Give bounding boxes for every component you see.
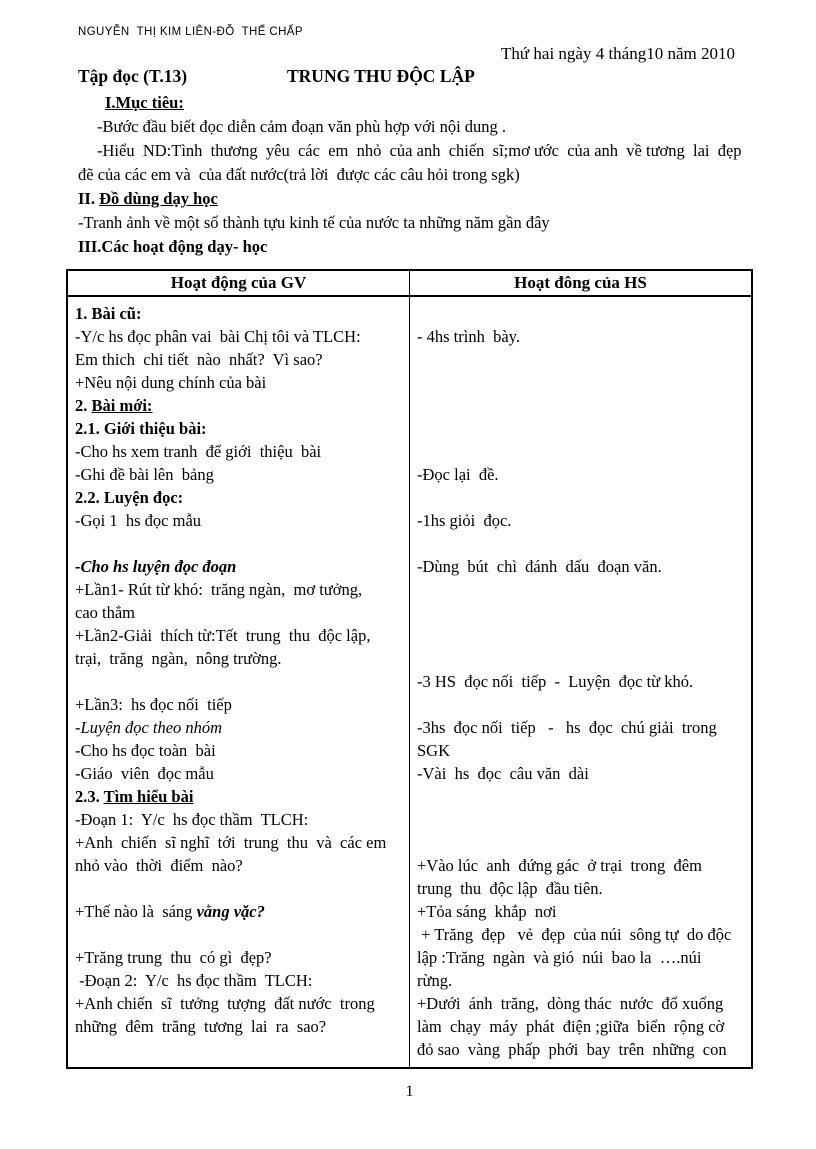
activity-table [66,269,753,1069]
text-line [417,578,745,601]
text-segment: +Lần2-Giải thích từ:Tết trung thu độc lập, [75,626,371,645]
text-segment: Đồ dùng dạy học [99,189,218,208]
text-segment: +Lần1- Rút từ khó: trăng ngàn, mơ tưởng, [75,580,363,599]
text-segment: +Anh chiến sĩ nghĩ tới trung thu và các em [75,833,387,852]
text-segment: trung thu độc lập đầu tiên. [417,879,603,898]
text-segment: -Cho hs luyện đọc đoạn [75,557,237,576]
text-line [75,509,403,532]
text-line [417,302,745,325]
text-line [417,601,745,624]
text-segment: +Trăng trung thu có gì đẹp? [75,948,272,967]
text-line [75,808,403,831]
text-line [417,693,745,716]
lesson-label: Tập đọc (T.13) [78,66,188,86]
text-segment: Tìm hiểu bài [103,787,194,806]
text-line [75,1015,403,1038]
text-segment: +Thế nào là sáng [75,902,197,921]
text-line [417,808,745,831]
text-line [75,762,403,785]
text-segment: 1. Bài cũ: [75,304,142,323]
text-segment: -Tranh ảnh về một số thành tựu kinh tế của nước ta những năm gần đây [78,213,550,232]
text-line [417,325,745,348]
text-line [75,969,403,992]
text-line [75,463,403,486]
text-line [417,394,745,417]
intro-section [66,91,753,259]
document-page [0,26,816,1101]
text-line [417,371,745,394]
text-line [417,716,745,739]
text-line [75,693,403,716]
text-segment: +Dưới ánh trăng, dòng thác nước đổ xuống [417,994,724,1013]
text-segment: -Gọi 1 hs đọc mẫu [75,511,202,530]
text-segment: +Tỏa sáng khắp nơi [417,902,557,921]
text-segment: -3hs đọc nối tiếp - hs đọc chú giải trong [417,718,717,737]
text-line [417,440,745,463]
text-line [75,394,403,417]
text-line [417,509,745,532]
text-segment: làm chạy máy phát điện ;giữa biển rộng cờ [417,1017,725,1036]
text-line [417,532,745,555]
text-line [75,900,403,923]
text-line [417,555,745,578]
text-line [417,992,745,1015]
text-line [417,739,745,762]
text-line [75,348,403,371]
page-title: TRUNG THU ĐỘC LẬP [287,66,475,86]
text-segment: SGK [417,741,451,760]
text-segment: -Cho hs đọc toàn bài [75,741,216,760]
text-segment: -Dùng bút chì đánh dấu đoạn văn. [417,557,662,576]
text-line [97,115,753,139]
text-segment: + Trăng đẹp vẻ đẹp của núi sông tự do độc [417,925,732,944]
text-segment: -Hiểu ND:Tình thương yêu các em nhỏ của anh chiến sĩ;mơ ước của anh về tương lai đẹp [97,141,742,160]
text-segment: -Giáo viên đọc mẫu [75,764,214,783]
text-segment: những đêm trăng tương lai ra sao? [75,1017,327,1036]
text-line [417,762,745,785]
text-line [417,969,745,992]
text-segment: -Y/c hs đọc phân vai bài Chị tôi và TLCH: [75,327,361,346]
text-line [417,785,745,808]
text-line [75,486,403,509]
text-segment: Bài mới: [91,396,153,415]
text-line [75,785,403,808]
text-segment: - 4hs trình bày. [417,327,520,346]
text-line [417,877,745,900]
text-segment: 2. [75,396,92,415]
text-line [417,946,745,969]
text-segment: -3 HS đọc nối tiếp - Luyện đọc từ khó. [417,672,694,691]
hs-column [410,296,753,1068]
text-line [78,163,753,187]
text-segment: -Ghi đề bài lên bảng [75,465,214,484]
text-line [75,624,403,647]
text-line [417,1015,745,1038]
text-line [75,578,403,601]
text-line [75,647,403,670]
text-line [78,211,753,235]
text-segment: 2.1. Giới thiệu bài: [75,419,207,438]
text-segment: -Bước đầu biết đọc diễn cảm đoạn văn phù hợp với nội dung . [97,117,507,136]
text-segment: nhỏ vào thời điểm nào? [75,856,243,875]
text-line [75,555,403,578]
table-body-row [67,296,752,1068]
text-line [417,417,745,440]
text-segment: +Vào lúc anh đứng gác ở trại trong đêm [417,856,702,875]
text-line [75,992,403,1015]
text-segment: lập :Trăng ngàn và gió núi bao la ….núi [417,948,702,967]
text-segment: trại, trăng ngàn, nông trường. [75,649,282,668]
text-segment: -Đoạn 2: Y/c hs đọc thầm TLCH: [75,971,313,990]
text-line [75,532,403,555]
text-segment: +Lần3: hs đọc nối tiếp [75,695,232,714]
text-line [417,624,745,647]
text-line [75,670,403,693]
text-line [75,739,403,762]
text-line [417,900,745,923]
page-number: 1 [405,1083,414,1100]
text-line [75,371,403,394]
text-line [417,647,745,670]
text-segment: đỏ sao vàng phấp phới bay trên những con [417,1040,727,1059]
text-line [105,91,753,115]
text-segment: rừng. [417,971,453,990]
text-line [78,235,753,259]
text-line [417,1038,745,1061]
table-header-row [67,270,752,296]
text-line [417,486,745,509]
text-line [417,463,745,486]
column-header-gv: Hoạt động của GV [67,270,410,296]
text-line [75,946,403,969]
text-line [78,187,753,211]
column-header-hs: Hoạt đông của HS [410,270,753,296]
text-line [417,348,745,371]
text-segment: I.Mục tiêu: [105,93,184,112]
title-row [78,66,753,87]
text-line [75,716,403,739]
text-line [75,923,403,946]
text-segment: +Nêu nội dung chính của bài [75,373,267,392]
text-line [75,302,403,325]
text-line [75,325,403,348]
text-line [75,831,403,854]
text-line [75,440,403,463]
text-segment: -Đoạn 1: Y/c hs đọc thầm TLCH: [75,810,309,829]
text-segment: -Luyện đọc theo nhóm [75,718,223,737]
text-line [75,877,403,900]
text-line [417,831,745,854]
text-segment: vằng vặc? [196,902,265,921]
text-line [417,670,745,693]
date-line: Thứ hai ngày 4 tháng10 năm 2010 [501,44,735,63]
text-segment: Em thich chi tiết nào nhất? Vì sao? [75,350,323,369]
text-segment: 2.2. Luyện đọc: [75,488,184,507]
author-line: NGUYỄN THỊ KIM LIÊN-ĐỖ THẾ CHẤP [78,26,303,38]
text-line [75,417,403,440]
text-segment: -Cho hs xem tranh để giới thiệu bài [75,442,322,461]
text-segment: đẽ của các em và của đất nước(trả lời được các câu hỏi trong sgk) [78,165,520,184]
text-segment: +Anh chiến sĩ tưởng tượng đất nước trong [75,994,375,1013]
text-segment: III.Các hoạt động dạy- học [78,237,268,256]
text-segment: 2.3. [75,787,104,806]
text-line [97,139,753,163]
text-segment: -1hs giỏi đọc. [417,511,512,530]
text-segment: -Đọc lại đề. [417,465,499,484]
text-line [75,854,403,877]
text-line [417,854,745,877]
text-line [417,923,745,946]
text-segment: II. [78,189,100,208]
text-segment: -Vài hs đọc câu văn dài [417,764,589,783]
text-segment: cao thẳm [75,603,136,622]
text-line [75,601,403,624]
gv-column [67,296,410,1068]
